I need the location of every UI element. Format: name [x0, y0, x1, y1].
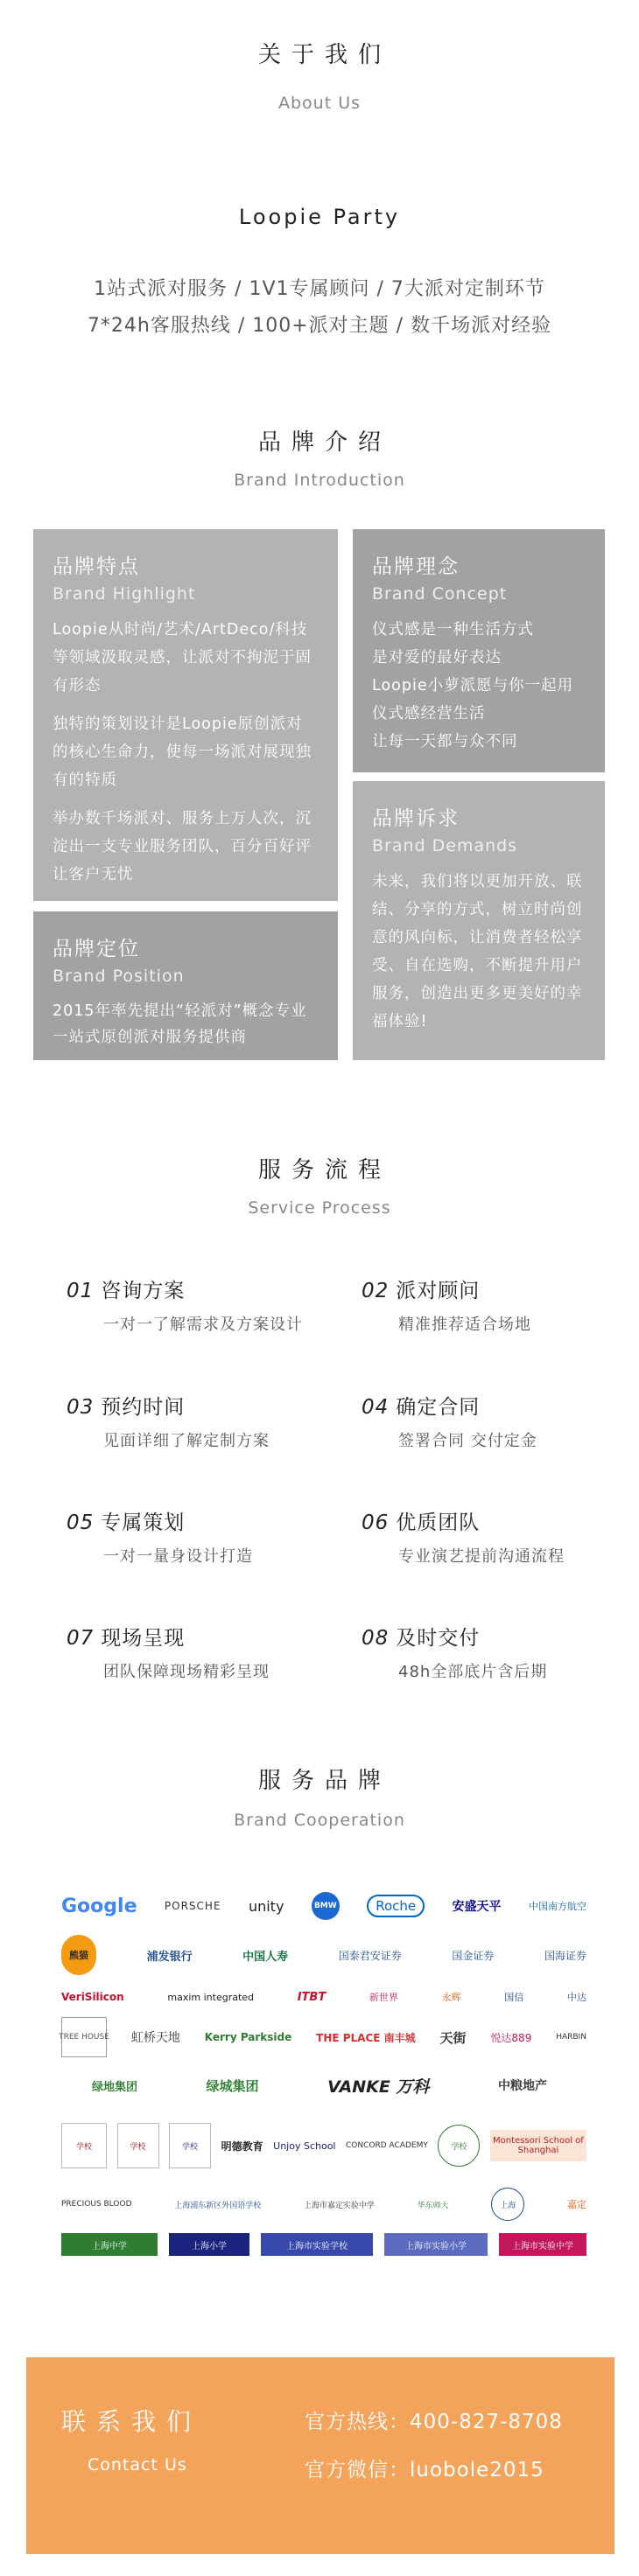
card-subtitle: Brand Position	[53, 967, 185, 986]
step-description: 见面详细了解定制方案	[103, 1432, 270, 1450]
school-crest-4: 学校	[438, 2125, 480, 2167]
unjoy-school-logo: Unjoy School	[273, 2140, 336, 2152]
ecnu-school-logo: 华东师大	[417, 2201, 449, 2210]
pudong-foreign-school-logo: 上海浦东新区外国语学校	[174, 2201, 262, 2210]
step-description: 签署合同 交付定金	[398, 1432, 537, 1450]
card-text: Loopie小萝派愿与你一起用仪式感经营生活	[372, 677, 574, 723]
slogan-line-1: 1站式派对服务 / 1V1专属顾问 / 7大派对定制环节	[94, 278, 545, 300]
greentown-logo: 绿城集团	[206, 2077, 259, 2094]
card-subtitle: Brand Demands	[372, 836, 518, 855]
card-text: 2015年率先提出“轻派对”概念专业一站式原创派对服务提供商	[53, 1002, 307, 1046]
card-text: 仪式感是一种生活方式	[372, 621, 534, 639]
step-title: 预约时间	[101, 1396, 186, 1419]
school-banner-2: 上海小学	[169, 2233, 249, 2256]
step-title: 现场呈现	[101, 1627, 186, 1650]
roche-logo: Roche	[367, 1895, 425, 1917]
step-title: 咨询方案	[101, 1280, 186, 1302]
step-title: 派对顾问	[396, 1280, 481, 1302]
step-title: 优质团队	[396, 1511, 481, 1534]
spdb-logo: 浦发银行	[146, 1950, 193, 1964]
card-title: 品牌定位	[53, 938, 140, 960]
step-title: 确定合同	[396, 1396, 481, 1419]
party-name: Loopie Party	[238, 205, 401, 229]
unity-logo: unity	[248, 1897, 284, 1915]
process-step	[362, 1391, 624, 1451]
step-description: 精准推荐适合场地	[398, 1316, 531, 1334]
step-description: 一对一了解需求及方案设计	[103, 1316, 303, 1334]
contact-subtitle: Contact Us	[88, 2455, 187, 2475]
step-number: 03	[67, 1396, 95, 1419]
vanke-logo: VANKE 万科	[327, 2077, 430, 2097]
step-number: 01	[67, 1280, 95, 1302]
brand-demands-card	[353, 781, 605, 1060]
process-step	[67, 1274, 329, 1335]
card-title: 品牌诉求	[372, 807, 460, 830]
card-text: 未来，我们将以更加开放、联结、分享的方式，树立时尚创意的风向标，让消费者轻松享受、自在选购，不断提升用户服务，创造出更多更美好的幸福体验!	[372, 873, 583, 1030]
concord-academy-logo: CONCORD ACADEMY	[346, 2141, 428, 2150]
about-subtitle: About Us	[277, 94, 362, 113]
logo-row-2	[61, 1935, 586, 1975]
card-title: 品牌特点	[53, 555, 140, 578]
logo-row-8	[61, 2232, 586, 2257]
zhongda-logo: 中达	[566, 1992, 586, 2003]
itbt-logo: ITBT	[297, 1990, 327, 2004]
process-step	[67, 1622, 329, 1682]
logo-row-5	[92, 2066, 547, 2105]
card-text: 是对爱的最好表达	[372, 649, 502, 667]
hongqiao-tiandi-logo: 虹桥天地	[130, 2031, 180, 2045]
verisilicon-logo: VeriSilicon	[61, 1991, 124, 2003]
school-banner-3: 上海市实验学校	[261, 2233, 373, 2256]
sinolink-logo: 国金证券	[452, 1949, 495, 1962]
about-title: 关于我们	[257, 42, 391, 68]
logo-row-3	[61, 1984, 586, 2010]
tianjie-logo: 天街	[439, 2029, 467, 2046]
step-title: 专属策划	[101, 1511, 186, 1534]
card-text: 独特的策划设计是Loopie原创派对的核心生命力，使每一场派对展现独有的特质	[53, 716, 312, 789]
process-step	[362, 1274, 624, 1335]
step-number: 02	[362, 1280, 390, 1302]
brand-intro-title: 品牌介绍	[257, 429, 391, 456]
axa-logo: 安盛天平	[452, 1900, 502, 1914]
step-number: 04	[362, 1396, 390, 1419]
process-step	[67, 1506, 329, 1567]
kerry-parkside-logo: Kerry Parkside	[204, 2031, 292, 2043]
school-crest-6: 嘉定	[566, 2199, 586, 2210]
card-subtitle: Brand Concept	[372, 584, 508, 604]
school-crest-2: 学校	[117, 2123, 159, 2168]
step-number: 08	[362, 1627, 390, 1650]
step-number: 05	[67, 1511, 95, 1534]
school-banner-1: 上海中学	[61, 2233, 158, 2256]
guosen-logo: 国信	[504, 1992, 524, 2003]
step-description: 48h全部底片含后期	[398, 1663, 548, 1681]
process-step	[362, 1506, 624, 1567]
contact-title: 联系我们	[61, 2407, 202, 2436]
card-text: Loopie从时尚/艺术/ArtDeco/科技等领域汲取灵感，让派对不拘泥于固有形态	[53, 621, 312, 695]
school-banner-4: 上海市实验小学	[384, 2233, 488, 2256]
step-description: 一对一量身设计打造	[103, 1547, 253, 1566]
process-title: 服务流程	[257, 1157, 391, 1183]
card-text: 让每一天都与众不同	[372, 733, 518, 750]
harbin-logo: HARBIN	[556, 2033, 586, 2042]
school-crest-1: 学校	[61, 2123, 107, 2168]
logo-row-1	[61, 1891, 586, 1921]
school-crest-5: 上海	[491, 2188, 524, 2221]
yonghui-logo: 永辉	[441, 1992, 461, 2003]
brand-position-card	[33, 911, 338, 1060]
cofco-logo: 中粮地产	[497, 2079, 547, 2093]
brand-concept-card	[353, 529, 605, 772]
step-number: 07	[67, 1627, 95, 1650]
tree-house-logo: TREE HOUSE	[61, 2017, 107, 2057]
card-text: 举办数千场派对、服务上万人次，沉淀出一支专业服务团队，百分百好评让客户无忧	[53, 810, 312, 883]
google-logo: Google	[61, 1895, 137, 1917]
sealand-logo: 国海证券	[544, 1949, 586, 1962]
logo-row-4	[61, 2016, 586, 2058]
logo-row-6	[61, 2121, 586, 2170]
school-crest-3: 学校	[169, 2123, 211, 2168]
school-banner-5: 上海市实验中学	[499, 2233, 586, 2256]
jiading-school-logo: 上海市嘉定实验中学	[303, 2201, 375, 2210]
the-place-logo: THE PLACE 南丰城	[316, 2031, 416, 2044]
card-subtitle: Brand Highlight	[53, 584, 196, 604]
hotline-text[interactable]: 官方热线：400-827-8708	[305, 2411, 563, 2433]
step-title: 及时交付	[396, 1627, 481, 1650]
brand-highlight-card	[33, 529, 338, 901]
bmw-logo: BMW	[312, 1892, 340, 1920]
logo-row-7	[61, 2187, 586, 2222]
step-number: 06	[362, 1511, 390, 1534]
slogan-line-2: 7*24h客服热线 / 100+派对主题 / 数千场派对经验	[87, 315, 552, 337]
process-subtitle: Service Process	[248, 1198, 391, 1218]
yueda889-logo: 悦达889	[490, 2031, 532, 2044]
gtja-logo: 国泰君安证券	[338, 1949, 402, 1962]
panda-logo: 熊猫	[61, 1935, 96, 1975]
cooperation-subtitle: Brand Cooperation	[234, 1811, 405, 1830]
contact-panel	[26, 2357, 614, 2554]
porsche-logo: PORSCHE	[164, 1900, 221, 1912]
china-life-logo: 中国人寿	[242, 1950, 289, 1964]
china-southern-logo: 中国南方航空	[528, 1901, 586, 1912]
step-description: 专业演艺提前沟通流程	[398, 1547, 565, 1566]
step-description: 团队保障现场精彩呈现	[103, 1663, 270, 1681]
card-title: 品牌理念	[372, 555, 460, 578]
cooperation-title: 服务品牌	[257, 1768, 391, 1794]
brand-intro-subtitle: Brand Introduction	[234, 471, 405, 490]
process-step	[362, 1622, 624, 1682]
mingde-logo: 明德教育	[221, 2140, 263, 2153]
precious-blood-logo: PRECIOUS BLOOD	[61, 2200, 132, 2209]
maxim-logo: maxim integrated	[167, 1991, 255, 2003]
new-world-logo: 新世界	[369, 1992, 398, 2003]
montessori-logo: Montessori School of Shanghai	[490, 2130, 586, 2161]
wechat-text[interactable]: 官方微信：luobole2015	[305, 2459, 544, 2482]
process-step	[67, 1391, 329, 1451]
greenland-logo: 绿地集团	[92, 2080, 138, 2094]
